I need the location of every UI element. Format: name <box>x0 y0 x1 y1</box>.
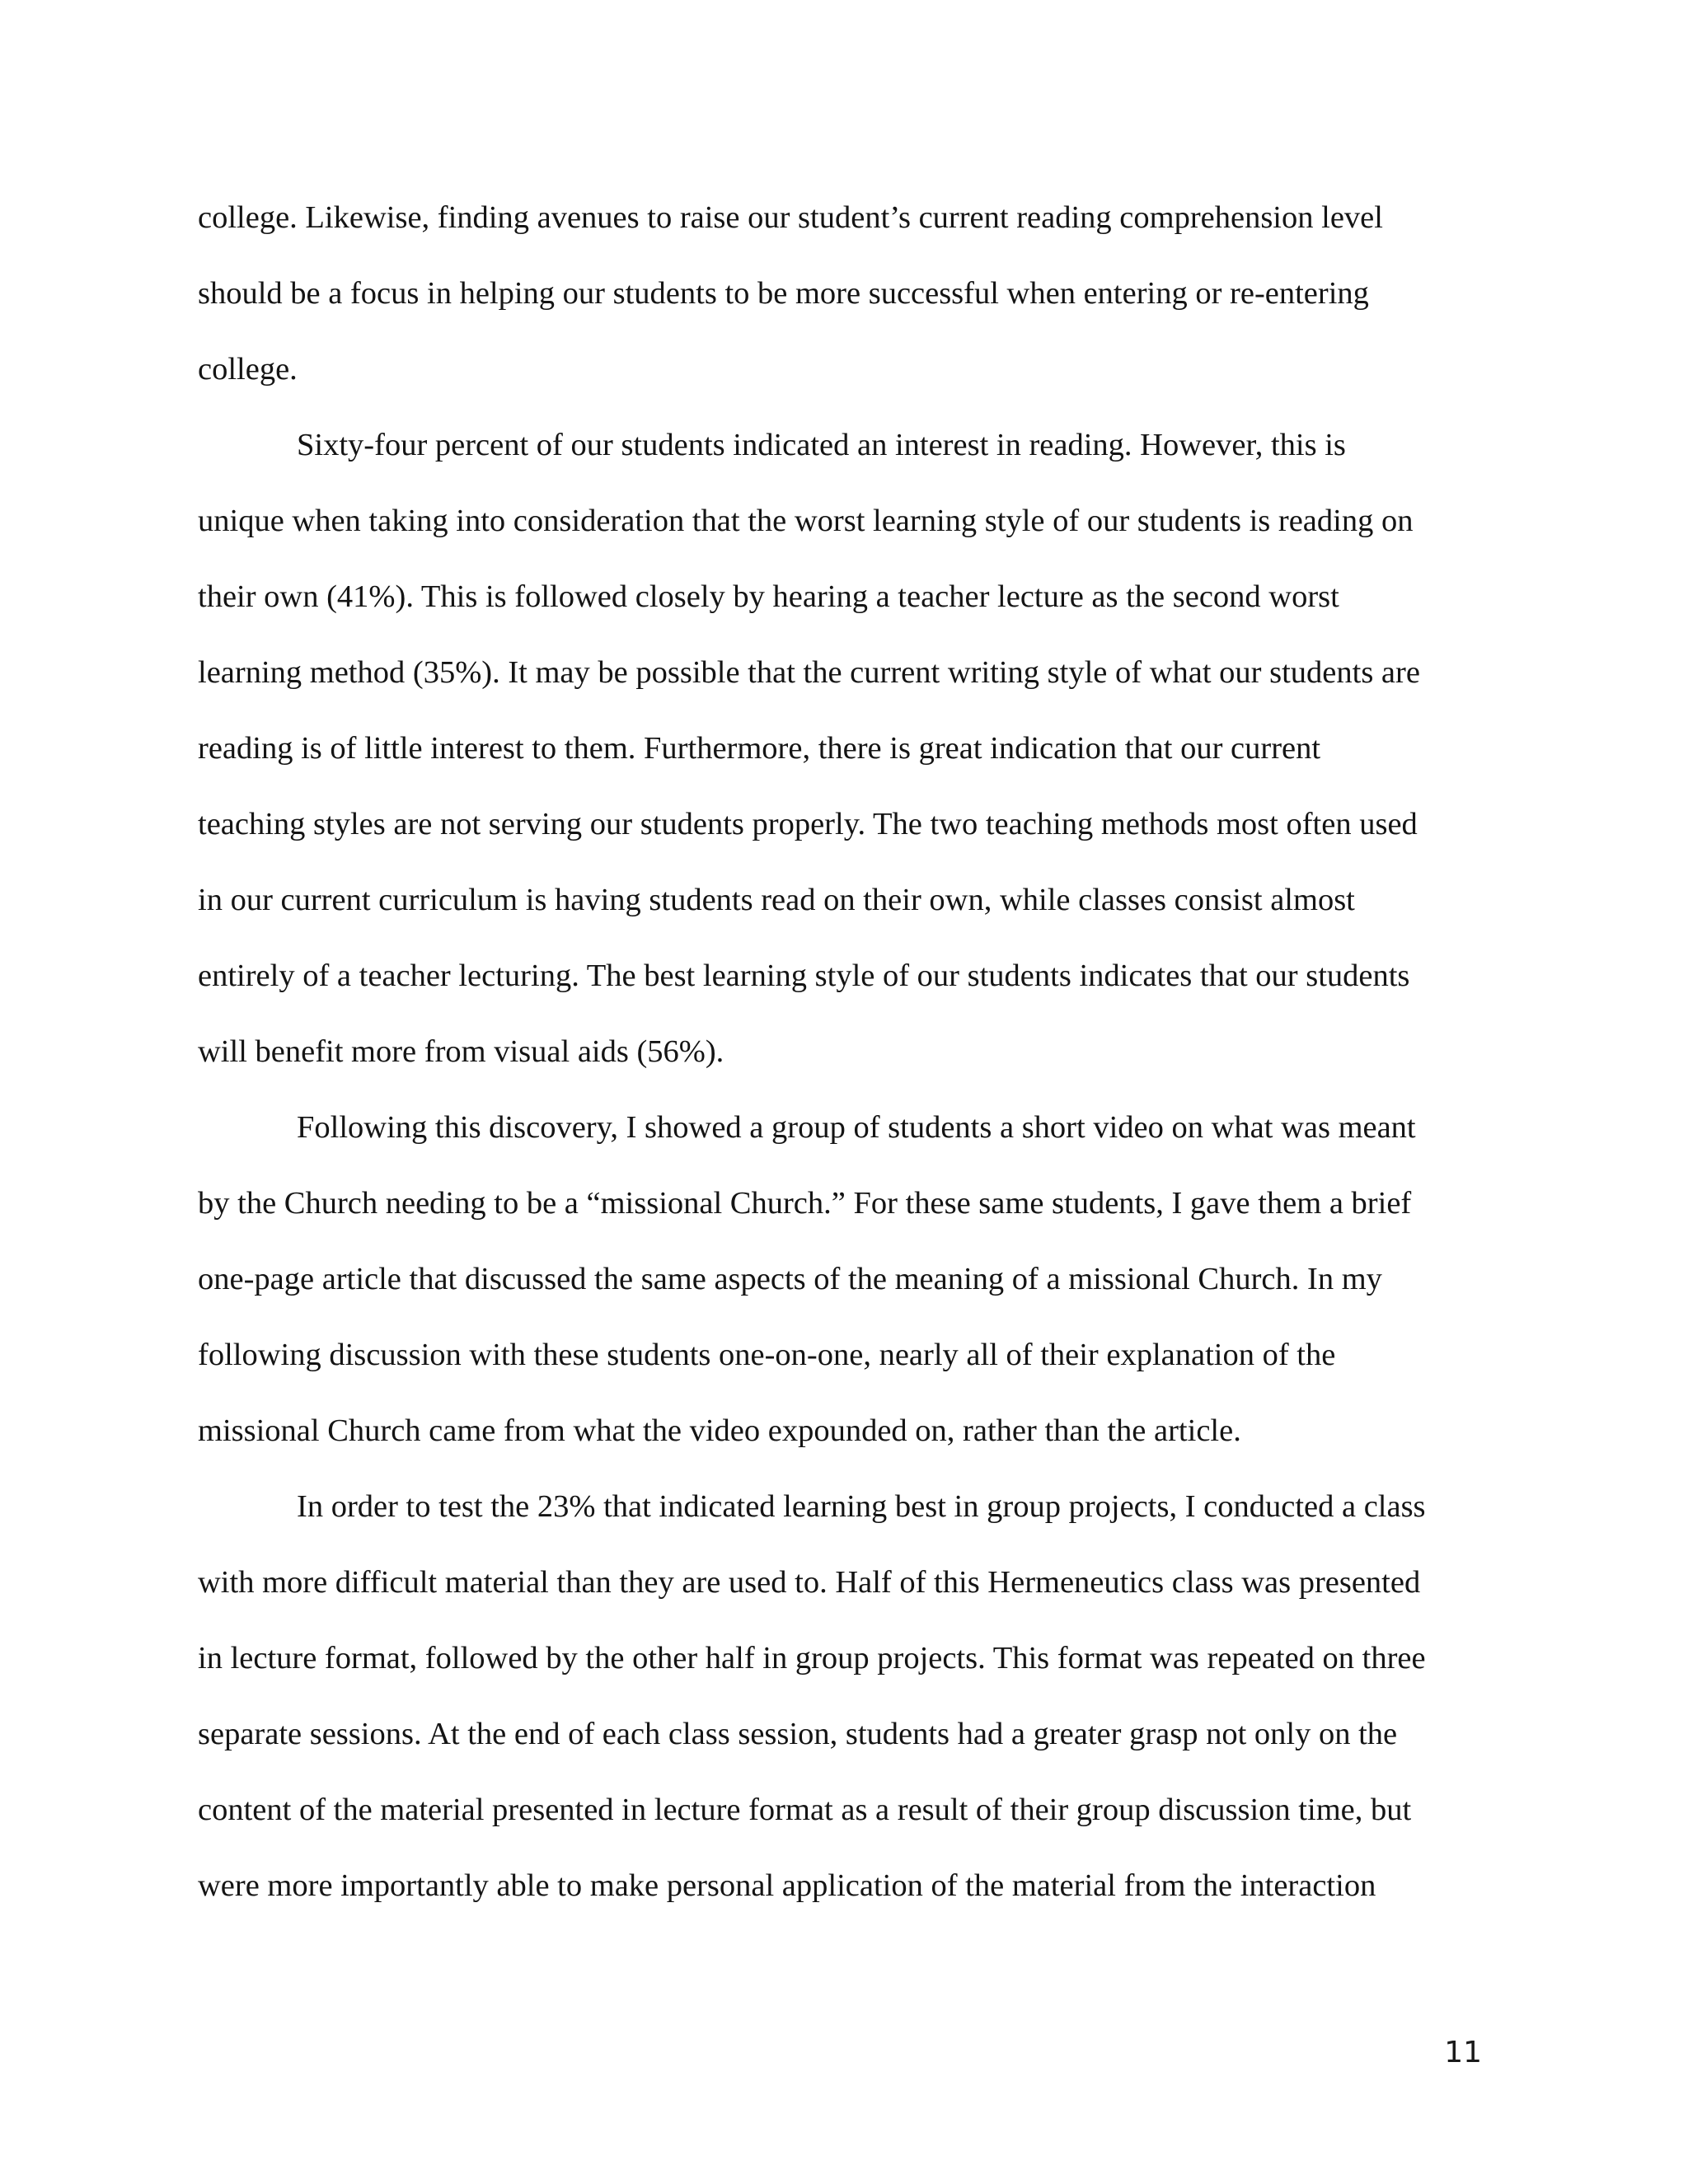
paragraph-start-line: Following this discovery, I showed a group of students a short video on what was meant <box>297 1110 1416 1145</box>
text-line: learning method (35%). It may be possible that the current writing style of what our students are <box>198 655 1420 690</box>
text-line: entirely of a teacher lecturing. The best learning style of our students indicates that our students <box>198 958 1410 993</box>
text-line: content of the material presented in lecture format as a result of their group discussion time, but <box>198 1793 1412 1827</box>
text-line: should be a focus in helping our students to be more successful when entering or re-entering <box>198 276 1369 311</box>
text-line: one-page article that discussed the same aspects of the meaning of a missional Church. In my <box>198 1262 1382 1296</box>
text-line: teaching styles are not serving our students properly. The two teaching methods most often used <box>198 807 1418 841</box>
paragraph-start-line: In order to test the 23% that indicated learning best in group projects, I conducted a class <box>297 1489 1426 1524</box>
text-line: reading is of little interest to them. Furthermore, there is great indication that our current <box>198 731 1321 766</box>
paragraph-start-line: Sixty-four percent of our students indicated an interest in reading. However, this is <box>297 428 1346 462</box>
text-line: unique when taking into consideration that the worst learning style of our students is reading on <box>198 504 1414 538</box>
text-line: will benefit more from visual aids (56%). <box>198 1034 724 1069</box>
text-line: in lecture format, followed by the other half in group projects. This format was repeated on three <box>198 1641 1426 1675</box>
text-line: missional Church came from what the video expounded on, rather than the article. <box>198 1413 1241 1448</box>
text-line: in our current curriculum is having students read on their own, while classes consist almost <box>198 883 1355 917</box>
text-line: their own (41%). This is followed closely by hearing a teacher lecture as the second worst <box>198 579 1339 614</box>
text-line: college. <box>198 352 298 387</box>
text-line: separate sessions. At the end of each class session, students had a greater grasp not only on the <box>198 1717 1398 1751</box>
text-line: were more importantly able to make personal application of the material from the interaction <box>198 1868 1376 1903</box>
text-line: by the Church needing to be a “missional Church.” For these same students, I gave them a brief <box>198 1186 1412 1221</box>
text-line: following discussion with these students one-on-one, nearly all of their explanation of the <box>198 1338 1336 1372</box>
page-number: 11 <box>1444 2036 1482 2069</box>
text-line: college. Likewise, finding avenues to raise our student’s current reading comprehension level <box>198 200 1383 235</box>
text-line: with more difficult material than they are used to. Half of this Hermeneutics class was presented <box>198 1565 1421 1600</box>
